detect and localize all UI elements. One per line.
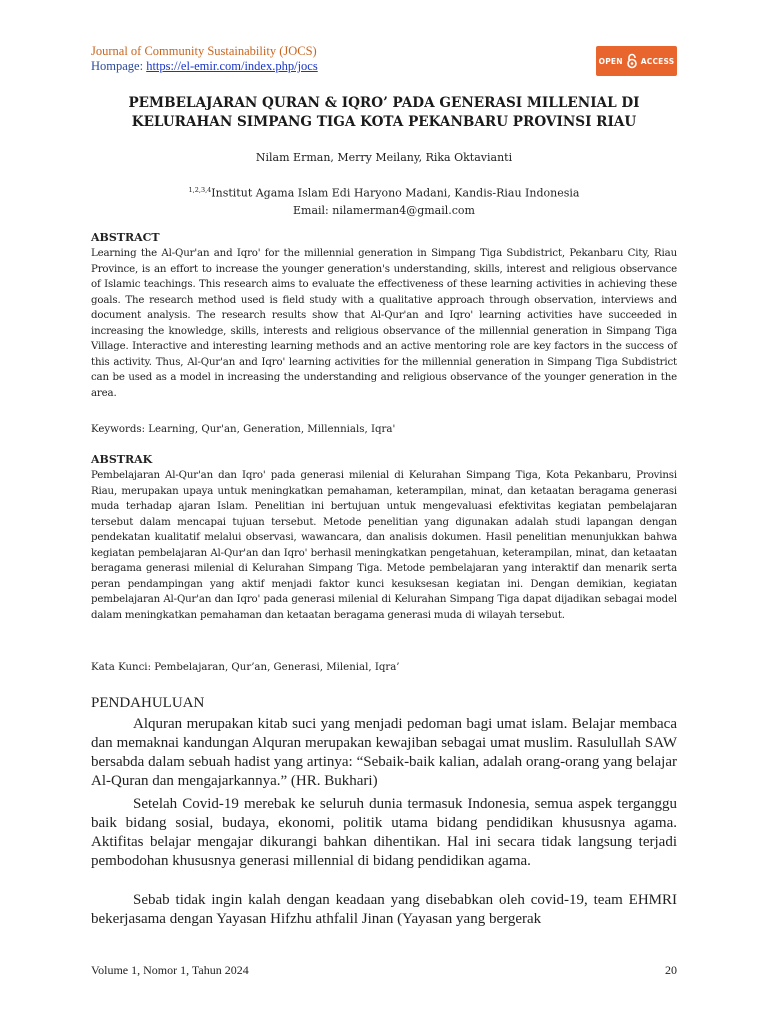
intro-paragraph-3-text: Sebab tidak ingin kalah dengan keadaan yang disebabkan oleh covid-19, team EHMRI bekerjasama dengan Yayasan Hifzhu athfalil Jinan (Yayasan yang bergerak xyxy=(91,892,677,927)
intro-paragraph-1 xyxy=(91,715,677,791)
intro-paragraph-2 xyxy=(91,795,677,871)
abstrak-text: Pembelajaran Al-Qur'an dan Iqro' pada generasi milenial di Kelurahan Simpang Tiga, Kota Pekanbaru, Provinsi Riau, merupakan upaya untuk meningkatkan pemahaman, keterampilan, minat, dan ketaatan beragama generasi muda terhadap ajaran Islam. Penelitian ini bertujuan untuk mengevaluasi efektivitas kegiatan pembelajaran tersebut dalam mencapai tujuan tersebut. Metode penelitian yang digunakan adalah studi lapangan dengan pendekatan kualitatif melalui observasi, wawancara, dan analisis dokumen. Hasil penelitian menunjukkan bahwa kegiatan pembelajaran Al-Qur'an dan Iqro' berhasil meningkatkan pengetahuan, keterampilan, minat, dan ketaatan beragama generasi milenial di Kelurahan Simpang Tiga. Metode pembelajaran yang interaktif dan menarik serta peran pendampingan yang aktif menjadi faktor kunci kesuksesan kegiatan ini. Dengan demikian, kegiatan pembelajaran Al-Qur'an dan Iqro' pada generasi milenial di Kelurahan Simpang Tiga dapat dijadikan sebagai model dalam meningkatkan pemahaman dan ketaatan beragama generasi muda di wilayah tersebut. xyxy=(91,470,677,621)
keywords: Keywords: Learning, Qur'an, Generation, Millennials, Iqra' xyxy=(91,424,396,435)
affiliation xyxy=(91,182,677,219)
footer-volume: Volume 1, Nomor 1, Tahun 2024 xyxy=(91,963,249,977)
open-access-right-label: ACCESS xyxy=(640,56,675,66)
intro-paragraph-2-text: Setelah Covid-19 merebak ke seluruh dunia termasuk Indonesia, semua aspek terganggu baik bidang sosial, budaya, ekonomi, politik utama bidang pendidikan khususnya agama. Aktifitas belajar mengajar dikurangi bahkan dihentikan. Hal ini secara tidak langsung terjadi pembodohan khususnya generasi millennial di bidang pendidikan agama. xyxy=(91,796,677,869)
abstract-heading: ABSTRACT xyxy=(91,231,160,244)
journal-name: Journal of Community Sustainability (JOCS) xyxy=(91,44,317,58)
intro-paragraph-3 xyxy=(91,891,677,929)
author-email: Email: nilamerman4@gmail.com xyxy=(293,203,475,217)
title-line-2: KELURAHAN SIMPANG TIGA KOTA PEKANBARU PROVINSI RIAU xyxy=(131,114,637,130)
abstract-text: Learning the Al-Qur'an and Iqro' for the millennial generation in Simpang Tiga Subdistrict, Pekanbaru City, Riau Province, is an effort to increase the younger generation's understanding, skills, interest and religious observance of Islamic teachings. This research aims to evaluate the effectiveness of these learning activities in achieving these goals. The research method used is field study with a qualitative approach through observation, interviews and document analysis. The research results show that Al-Qur'an and Iqro' learning activities have succeeded in increasing the knowledge, skills, interests and religious observance of the millennial generation in Simpang Tiga Village. Interactive and interesting learning methods and an active mentoring role are key factors in the success of this activity. Thus, Al-Qur'an and Iqro' learning activities for the millennial generation in Simpang Tiga Subdistrict can be used as a model in increasing the understanding and religious observance of the younger generation in the area. xyxy=(91,248,677,399)
homepage-link[interactable]: https://el-emir.com/index.php/jocs xyxy=(146,59,318,73)
affiliation-institution: Institut Agama Islam Edi Haryono Madani, Kandis-Riau Indonesia xyxy=(211,186,580,200)
intro-paragraph-1-text: Alquran merupakan kitab suci yang menjadi pedoman bagi umat islam. Belajar membaca dan memaknai kandungan Alquran merupakan kewajiban sebagai umat muslim. Rasulullah SAW bersabda dalam sebuah hadist yang artinya: “Sebaik-baik kalian, adalah orang-orang yang belajar Al-Quran dan mengajarkannya.” (HR. Bukhari) xyxy=(91,716,677,789)
kata-kunci: Kata Kunci: Pembelajaran, Qur’an, Generasi, Milenial, Iqra’ xyxy=(91,662,400,673)
paper-title xyxy=(91,94,677,132)
open-access-left-label: OPEN xyxy=(598,56,623,66)
pendahuluan-heading: PENDAHULUAN xyxy=(91,695,205,711)
page-number: 20 xyxy=(665,963,677,977)
abstrak-heading: ABSTRAK xyxy=(91,453,153,466)
author-list: Nilam Erman, Merry Meilany, Rika Oktavianti xyxy=(255,151,513,164)
homepage-label: Hompage: xyxy=(91,59,147,73)
open-access-badge xyxy=(596,46,677,76)
open-lock-icon xyxy=(626,53,638,69)
title-line-1: PEMBELAJARAN QURAN & IQRO’ PADA GENERASI MILLENIAL DI xyxy=(128,95,640,111)
affiliation-superscript: 1,2,3,4 xyxy=(188,186,212,194)
journal-header xyxy=(91,44,318,74)
